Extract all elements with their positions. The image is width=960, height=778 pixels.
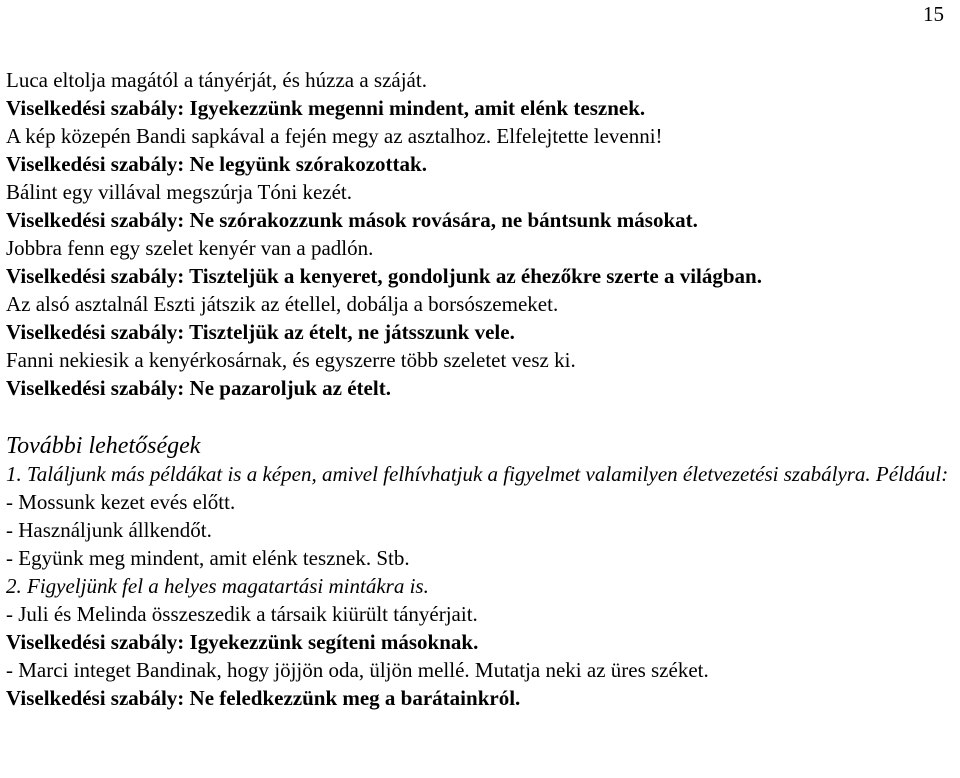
example-line: - Használjunk állkendőt. — [6, 518, 212, 542]
behavior-rule: Viselkedési szabály: Ne feledkezzünk meg a barátainkról. — [6, 686, 521, 710]
behavior-rule: Viselkedési szabály: Ne legyünk szórakozottak. — [6, 152, 427, 176]
behavior-rule: Viselkedési szabály: Tiszteljük a kenyeret, gondoljunk az éhezőkre szerte a világban. — [6, 264, 762, 288]
example-line: - Marci integet Bandinak, hogy jöjjön oda, üljön mellé. Mutatja neki az üres széket. — [6, 658, 709, 682]
story-line: Fanni nekiesik a kenyérkosárnak, és egyszerre több szeletet vesz ki. — [6, 348, 576, 372]
document-body — [6, 66, 950, 712]
behavior-rule: Viselkedési szabály: Igyekezzünk segíteni másoknak. — [6, 630, 479, 654]
page-number: 15 — [923, 2, 944, 26]
behavior-rule: Viselkedési szabály: Ne szórakozzunk mások rovására, ne bántsunk másokat. — [6, 208, 698, 232]
story-line: Bálint egy villával megszúrja Tóni kezét. — [6, 180, 353, 204]
behavior-rule: Viselkedési szabály: Ne pazaroljuk az ételt. — [6, 376, 391, 400]
example-line: - Mossunk kezet evés előtt. — [6, 490, 236, 514]
more-item-2-intro: 2. Figyeljünk fel a helyes magatartási mintákra is. — [6, 574, 429, 598]
more-item-1-intro: 1. Találjunk más példákat is a képen, amivel felhívhatjuk a figyelmet valamilyen életvezetési szabályra. Például: — [6, 462, 949, 486]
section-heading: További lehetőségek — [6, 433, 201, 459]
story-line: A kép közepén Bandi sapkával a fején megy az asztalhoz. Elfelejtette levenni! — [6, 124, 663, 148]
behavior-rule: Viselkedési szabály: Tiszteljük az ételt, ne játsszunk vele. — [6, 320, 515, 344]
story-line: Az alsó asztalnál Eszti játszik az étellel, dobálja a borsószemeket. — [6, 292, 559, 316]
example-line: - Juli és Melinda összeszedik a társaik kiürült tányérjait. — [6, 602, 478, 626]
story-line: Luca eltolja magától a tányérját, és húzza a száját. — [6, 68, 427, 92]
behavior-rule: Viselkedési szabály: Igyekezzünk megenni mindent, amit elénk tesznek. — [6, 96, 646, 120]
example-line: - Együnk meg mindent, amit elénk tesznek. Stb. — [6, 546, 410, 570]
story-line: Jobbra fenn egy szelet kenyér van a padlón. — [6, 236, 374, 260]
